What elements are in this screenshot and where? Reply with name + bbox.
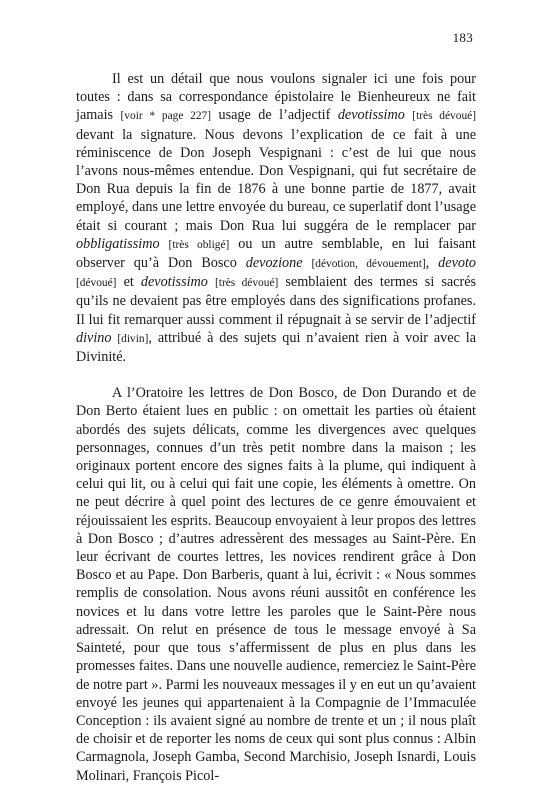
translation-gloss: [divin] <box>117 332 149 345</box>
translation-gloss: [dévotion, dévouement] <box>311 258 426 271</box>
text-run: A l’Oratoire les lettres de Don Bosco, de Don Durando et de Don Berto étaient lues en public : on omettait les parties où étaient abordés des sujets délicats, comme les divergences avec quelques personnages, connues d’un très petit nombre dans la maison ; les originaux portent encore des signes faits à la plume, qui indiquent à celui qui lit, ou à celui qui fait une copie, les éléments à omettre. On ne peut décrire à quel point des lectures de ce genre émouvaient et réjouissaient les esprits. Beaucoup envoyaient à leur propos des lettres à Don Bosco ; d’autres adressèrent des messages au Saint-Père. En leur écrivant de courtes lettres, les novices rendirent grâce à Don Bosco et au Pape. Don Barberis, quant à lui, écrivit : « Nous sommes remplis de consolation. Nous avons réuni aussitôt en conférence les novices et lu dans votre lettre les paroles que le Saint-Père nous adressait. On relut en présence de tous le message envoyé à Sa Sainteté, pour que tous s’affermissent de plus en plus dans les promesses faites. Dans une nouvelle audience, remerciez le Saint-Père de notre part ». Parmi les nouveaux messages il y en eut un qu’avaient envoyé les jeunes qui appartenaient à la Compagnie de l’Immaculée Conception : ils avaient signé au nombre de trente et un ; il nous plaît de choisir et de reporter les noms de ceux qui sont plus connus : Albin Carmagnola, Joseph Gamba, Second Marchisio, Joseph Isnardi, Louis Molinari, François Picol- <box>76 385 476 784</box>
text-run: usage de l’adjectif <box>211 107 338 124</box>
text-run: Il est un détail que nous voulons signaler ici une fois pour toutes : dans sa correspondance épistolaire le Bienheureux ne fait jamais <box>76 71 476 124</box>
translation-gloss: [très dévoué] <box>412 110 476 123</box>
italic-term: devoto <box>438 255 476 272</box>
paragraph-2 <box>76 384 476 784</box>
page-number: 183 <box>452 30 473 45</box>
paragraph-1 <box>76 70 476 366</box>
text-run: semblaient des termes si sacrés qu’ils ne devaient pas être employés dans des significations profanes. Il lui fit remarquer aussi comment il répugnait à se servir de l’adjectif <box>76 274 477 328</box>
translation-gloss: [très obligé] <box>168 238 230 251</box>
text-run: devant la signature. Nous devons l’explication de ce fait à une réminiscence de Don Joseph Vespignani : c’est de lui que nous l’avons nous-mêmes entendue. Don Vespignani, qui fut secrétaire de Don Rua depuis la fin de 1876 à une bonne partie de 1877, avait employé, dans une lettre envoyée du bureau, ce superlatif dont l’usage était si courant ; mais Don Rua lui suggéra de le remplacer par <box>76 126 476 234</box>
italic-term: devozione <box>245 255 303 272</box>
text-run: ou un autre semblable, en lui faisant observer qu’à Don Bosco <box>76 235 476 272</box>
text-run: , <box>425 255 439 272</box>
text-run <box>160 236 169 252</box>
translation-gloss: [voir * page 227] <box>120 110 212 123</box>
text-run <box>208 274 215 290</box>
italic-term: devotissimo <box>140 274 208 291</box>
italic-term: devotissimo <box>337 107 405 124</box>
italic-term: divino <box>76 329 112 346</box>
body-text <box>76 70 476 785</box>
translation-gloss: [très dévoué] <box>214 277 279 290</box>
italic-term: obbligatissimo <box>76 235 160 252</box>
text-run: , attribué à des sujets qui n’avaient rien à voir avec la Divinité. <box>76 329 477 366</box>
text-run: et <box>116 274 141 291</box>
translation-gloss: [dévoué] <box>76 277 117 290</box>
